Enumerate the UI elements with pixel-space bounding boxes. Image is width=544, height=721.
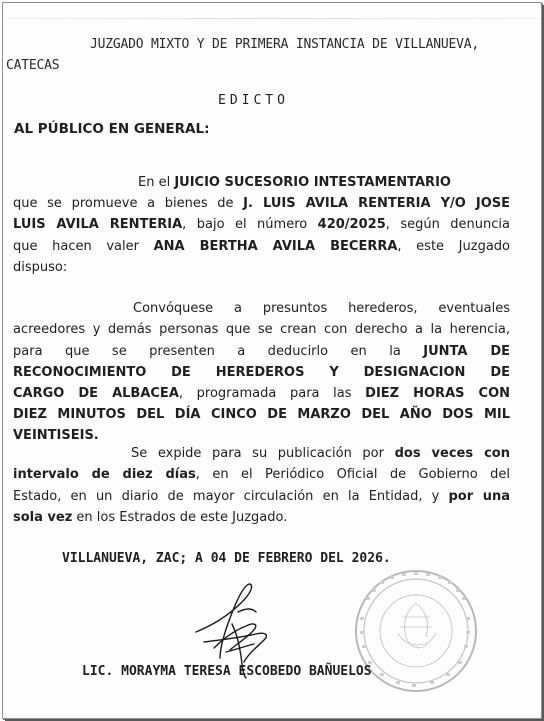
salutation: AL PÚBLICO EN GENERAL: — [14, 121, 210, 137]
para1-line2: que se promueve a bienes de J. LUIS AVILA RENTERIA Y/O JOSE — [13, 196, 510, 211]
court-header-line2: CATECAS — [6, 58, 60, 73]
para2-line4: RECONOCIMIENTO DE HEREDEROS Y DESIGNACION DE — [13, 365, 510, 380]
court-header-line1: JUZGADO MIXTO Y DE PRIMERA INSTANCIA DE VILLANUEVA, — [90, 37, 479, 52]
document-title: EDICTO — [218, 93, 289, 108]
place-date: VILLANUEVA, ZAC; A 04 DE FEBRERO DEL 2026. — [62, 551, 391, 566]
para1-line3: LUIS AVILA RENTERIA, bajo el número 420/2025, según denuncia — [13, 217, 510, 232]
signer-name: LIC. MORAYMA TERESA ESCOBEDO BAÑUELOS — [82, 664, 372, 679]
para2-line5: CARGO DE ALBACEA, programada para las DIEZ HORAS CON — [13, 386, 511, 401]
para1-line4: que hacen valer ANA BERTHA AVILA BECERRA, este Juzgado — [13, 239, 510, 254]
para2-line7: VEINTISEIS. — [13, 428, 99, 443]
para3-line2: intervalo de diez días, en el Periódico Oficial de Gobierno del — [13, 467, 510, 482]
para2-line3: para que se presenten a deducirlo en la JUNTA DE — [13, 344, 510, 359]
para2-line1: Convóquese a presuntos herederos, eventuales — [133, 301, 510, 316]
scan-artifact-line — [4, 18, 538, 19]
para2-line2: acreedores y demás personas que se crean con derecho a la herencia, — [13, 322, 510, 337]
para3-line4: sola vez en los Estrados de este Juzgado. — [13, 510, 288, 525]
para3-line1: Se expide para su publicación por dos veces con — [131, 446, 510, 461]
para1-line5: dispuso: — [13, 260, 68, 275]
para2-line6: DIEZ MINUTOS DEL DÍA CINCO DE MARZO DEL AÑO DOS MIL — [13, 407, 510, 422]
para1-line1: En el JUICIO SUCESORIO INTESTAMENTARIO — [138, 175, 451, 190]
para3-line3: Estado, en un diario de mayor circulación en la Entidad, y por una — [13, 489, 510, 504]
